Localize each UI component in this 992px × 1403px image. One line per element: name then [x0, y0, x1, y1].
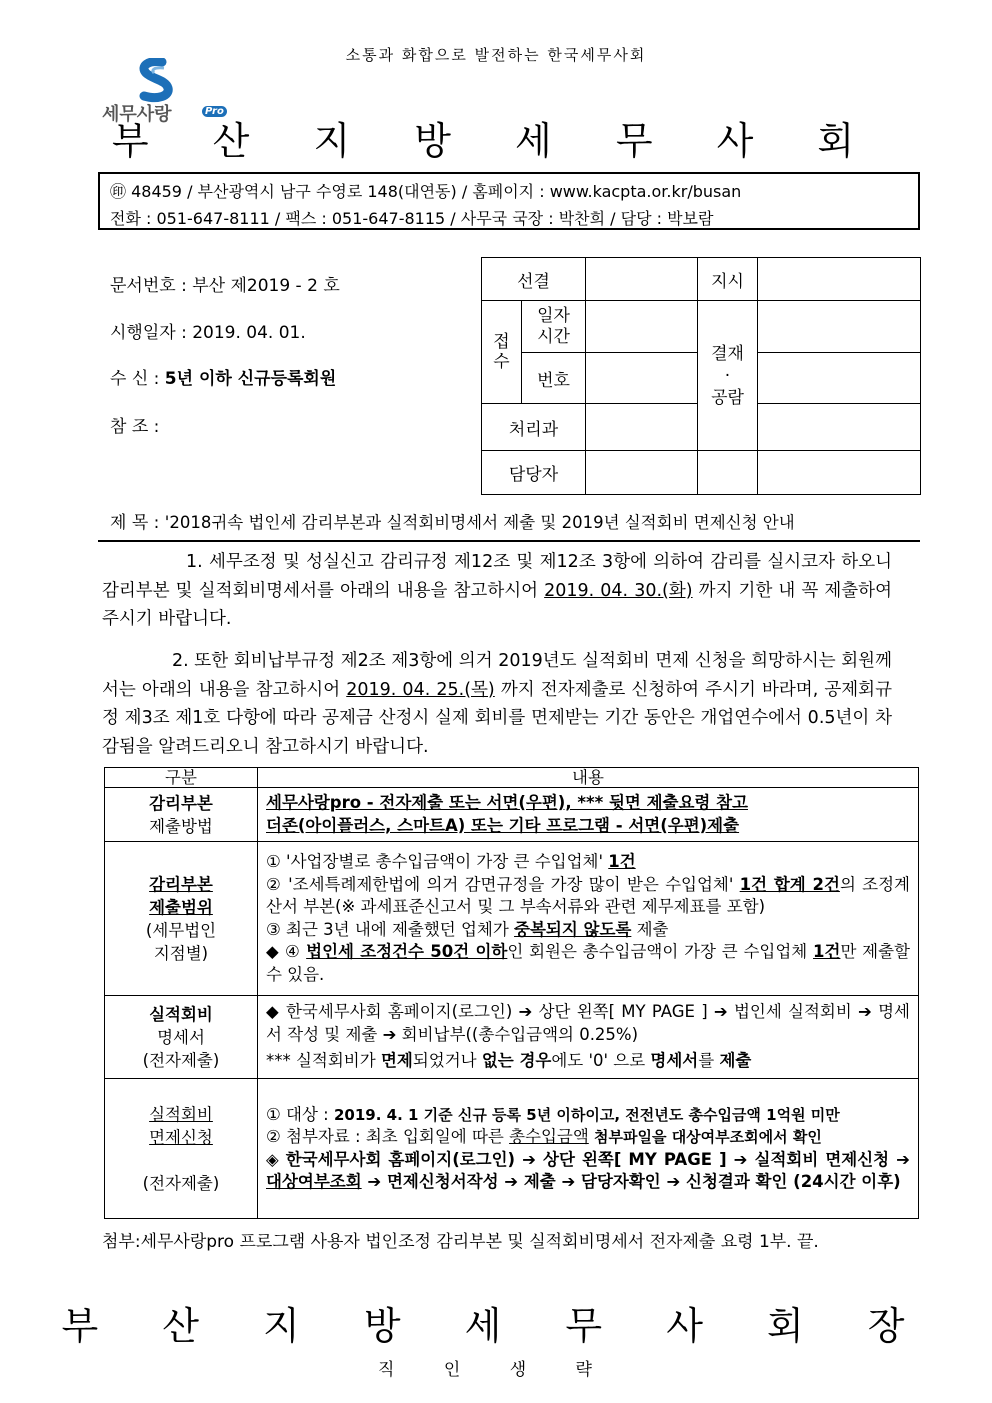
approval-seongyeol: 선결	[482, 258, 586, 301]
approval-cell	[758, 301, 921, 353]
r1-label-a: 감리부본	[149, 793, 213, 813]
r4-line-1	[266, 1104, 910, 1127]
r3-l2-d: 없는 경우	[481, 1051, 552, 1071]
reference: 참 조 :	[110, 417, 160, 437]
r3-l2-f: 명세서	[650, 1051, 699, 1071]
r2-label-d: 지점별)	[153, 943, 209, 963]
recipient-value: 5년 이하 신규등록회원	[164, 369, 337, 389]
r2-label-b: 제출범위	[149, 897, 213, 917]
r4-l3-b: 대상여부조회	[266, 1172, 362, 1191]
seal-omitted: 직 인 생 략	[378, 1360, 614, 1380]
approval-ilja-sigan	[522, 301, 586, 353]
r2-l1-b: 1건	[608, 852, 636, 871]
approval-jeopsu-2: 수	[493, 352, 510, 372]
r3-l2-b: 면제	[380, 1051, 413, 1071]
approval-cell	[758, 404, 921, 451]
r3-l2-h: 제출	[719, 1051, 752, 1071]
approval-gongnam: 공람	[711, 387, 744, 408]
subject-label: 제 목 :	[110, 513, 160, 533]
approval-cell	[586, 353, 698, 404]
p1-text-b: 까지 기한 내 꼭 제출하여 주시기 바랍니다.	[102, 580, 892, 629]
r2-l4-d: 1건	[813, 942, 841, 961]
r3-label-b: 명세서	[157, 1027, 205, 1047]
row-fee-statement-label	[105, 996, 258, 1079]
approval-cell	[586, 258, 698, 301]
row-fee-exemption-label	[105, 1079, 258, 1219]
p2-text-a: 2. 또한 회비납부규정 제2조 제3항에 의거 2019년도 실적회비 면제 신청을 희망하시는 회원께서는 아래의 내용을 참고하시어	[102, 651, 892, 700]
r4-l1-a: ① 대상 :	[266, 1104, 334, 1124]
approval-cell	[586, 404, 698, 451]
r4-l1-b: 2019. 4. 1 기준 신규 등록 5년 이하이고, 전전년도 총수입금액 1억원 미만	[333, 1105, 840, 1124]
r4-l2-c: 첨부파일을 대상여부조회에서 확인	[588, 1128, 822, 1146]
row-fee-statement-content	[258, 996, 919, 1079]
r1-line-1: 세무사랑pro - 전자제출 또는 서면(우편), *** 뒷면 제출요령 참고	[266, 793, 748, 812]
recipient	[110, 364, 336, 389]
r2-l2-a: ② '조세특례제한법에 의거 감면규정을 가장 많이 받은 수입업체'	[266, 874, 740, 894]
p1-text-a: 1. 세무조정 및 성실신고 감리규정 제12조 및 제12조 3항에 의하여 감리를 실시코자 하오니 감리부본 및 실적회비명세서를 아래의 내용을 참고하시어	[102, 552, 892, 601]
r4-label-a: 실적회비	[149, 1104, 213, 1124]
subject-text: '2018귀속 법인세 감리부본과 실적회비명세서 제출 및 2019년 실적회비 면제신청 안내	[164, 513, 795, 532]
approval-gyeoljae: 결재	[711, 343, 744, 364]
table-head-content: 내용	[258, 768, 919, 788]
r4-l2-a: ② 첨부자료 : 최초 입회일에 따른	[266, 1127, 510, 1146]
row-submission-method-content	[258, 788, 919, 842]
approval-sigan: 시간	[537, 326, 570, 347]
slogan: 소통과 화합으로 발전하는 한국세무사회	[345, 46, 647, 64]
row-submission-method-label	[105, 788, 258, 842]
approval-damdangja: 담당자	[482, 451, 586, 495]
recipient-label: 수 신 :	[110, 369, 165, 389]
r2-l4-c: 인 회원은 총수입금액이 가장 큰 수입업체	[507, 942, 814, 961]
r4-l3-c: ➔ 면제신청서작성 ➔ 제출 ➔ 담당자확인 ➔ 신청결과 확인 (24시간 이후)	[361, 1172, 901, 1191]
r2-l4-e: 만 제출할 수 있음.	[266, 942, 910, 984]
r3-label-a: 실적회비	[149, 1004, 213, 1024]
r2-l3-b: 중복되지 않도록	[514, 919, 632, 939]
contact-box	[98, 172, 920, 230]
r3-line-1: ◆ 한국세무사회 홈페이지(로그인) ➔ 상단 왼쪽[ MY PAGE ] ➔ 법인세 실적회비 ➔ 명세서 작성 및 제출 ➔ 회비납부((총수입금액의 0.25%)	[266, 1002, 910, 1044]
r1-label-b: 제출방법	[149, 816, 213, 836]
r2-line-3	[266, 919, 910, 942]
approval-jeopsu-1: 접	[493, 332, 510, 352]
row-fee-exemption-content	[258, 1079, 919, 1219]
paragraph-2	[102, 647, 892, 761]
issuer-title: 부 산 지 방 세 무 사 회 장	[61, 1304, 931, 1348]
approval-cell	[758, 451, 921, 495]
row-submission-scope-content	[258, 842, 919, 996]
divider	[98, 540, 920, 542]
approval-cell	[586, 451, 698, 495]
approval-table	[481, 257, 921, 495]
approval-cell	[586, 301, 698, 353]
paragraph-1	[102, 548, 892, 634]
logo-badge: Pro	[202, 106, 227, 117]
approval-dot: ·	[724, 365, 731, 386]
approval-cheorigwa: 처리과	[482, 404, 586, 451]
r3-line-2	[266, 1050, 910, 1073]
r2-l4-b: 법인세 조정건수 50건 이하	[306, 942, 508, 961]
p2-text-b: 까지 전자제출로 신청하여 주시기 바라며, 공제회규정 제3조 제1호 다항에 따라 공제금 산정시 실제 회비를 면제받는 기간 동안은 개업연수에서 0.5년이 차감됨을 알려드리오니 참고하시기 바랍니다.	[102, 679, 892, 757]
r4-l3-a: ◈ 한국세무사회 홈페이지(로그인) ➔ 상단 왼쪽[ MY PAGE ] ➔ 실적회비 면제신청 ➔	[266, 1149, 910, 1169]
approval-jeopsu	[482, 301, 522, 404]
approval-ilja: 일자	[537, 305, 570, 326]
row-submission-scope-label	[105, 842, 258, 996]
subject	[110, 508, 795, 533]
r3-l2-c: 되었거나	[412, 1051, 482, 1071]
approval-cell	[758, 258, 921, 301]
r2-line-2	[266, 874, 910, 919]
r2-label-a: 감리부본	[149, 874, 213, 894]
p1-deadline: 2019. 04. 30.(화)	[544, 580, 693, 601]
r1-line-2: 더존(아이플러스, 스마트A) 또는 기타 프로그램 - 서면(우편)제출	[266, 815, 740, 835]
r3-l2-a: *** 실적회비가	[266, 1051, 381, 1071]
r2-label-c: (세무법인	[145, 920, 217, 940]
info-table	[104, 767, 919, 1219]
r2-l1-a: ① '사업장별로 총수입금액이 가장 큰 수입업체'	[266, 852, 609, 871]
r2-l3-c: 제출	[631, 919, 669, 939]
logo-text: 세무사랑	[102, 104, 172, 125]
r4-label-b: 면제신청	[149, 1127, 213, 1147]
r2-l3-a: ③ 최근 3년 내에 제출했던 업체가	[266, 919, 515, 939]
approval-gyeoljae-gongnam	[698, 301, 758, 451]
approval-cell	[758, 353, 921, 404]
issue-date: 시행일자 : 2019. 04. 01.	[110, 323, 306, 343]
r3-l2-g: 를	[698, 1051, 720, 1071]
r2-line-4	[266, 941, 910, 986]
approval-cell	[698, 451, 758, 495]
approval-beonho: 번호	[522, 353, 586, 404]
table-head-category: 구분	[105, 768, 258, 788]
r2-line-1	[266, 851, 910, 874]
r4-l2-b: 총수입금액	[509, 1127, 589, 1146]
r3-l2-e: 에도 '0' 으로	[551, 1051, 651, 1071]
r4-label-c: (전자제출)	[142, 1173, 220, 1193]
contact-line-1: ㊞ 48459 / 부산광역시 남구 수영로 148(대연동) / 홈페이지 : www.kacpta.or.kr/busan	[110, 182, 742, 201]
r2-l2-b: 1건 합계 2건	[739, 874, 840, 894]
r4-line-2	[266, 1126, 910, 1149]
doc-number: 문서번호 : 부산 제2019 - 2 호	[110, 276, 340, 296]
r4-line-3	[266, 1149, 910, 1194]
p2-deadline: 2019. 04. 25.(목)	[346, 679, 495, 700]
r2-l2-c: 의 조정계산서 부본(※ 과세표준신고서 및 그 부속서류와 관련 제무제표를 포함)	[266, 874, 910, 916]
contact-line-2: 전화 : 051-647-8111 / 팩스 : 051-647-8115 / 사무국 국장 : 박찬희 / 담당 : 박보람	[110, 209, 714, 228]
r3-label-c: (전자제출)	[142, 1050, 220, 1070]
r2-l4-a: ◆ ④	[266, 942, 307, 961]
approval-jisi: 지시	[698, 258, 758, 301]
org-title: 부 산 지 방 세 무 사 회	[111, 119, 881, 163]
attachment-note: 첨부:세무사랑pro 프로그램 사용자 법인조정 감리부본 및 실적회비명세서 전자제출 요령 1부. 끝.	[102, 1232, 819, 1252]
